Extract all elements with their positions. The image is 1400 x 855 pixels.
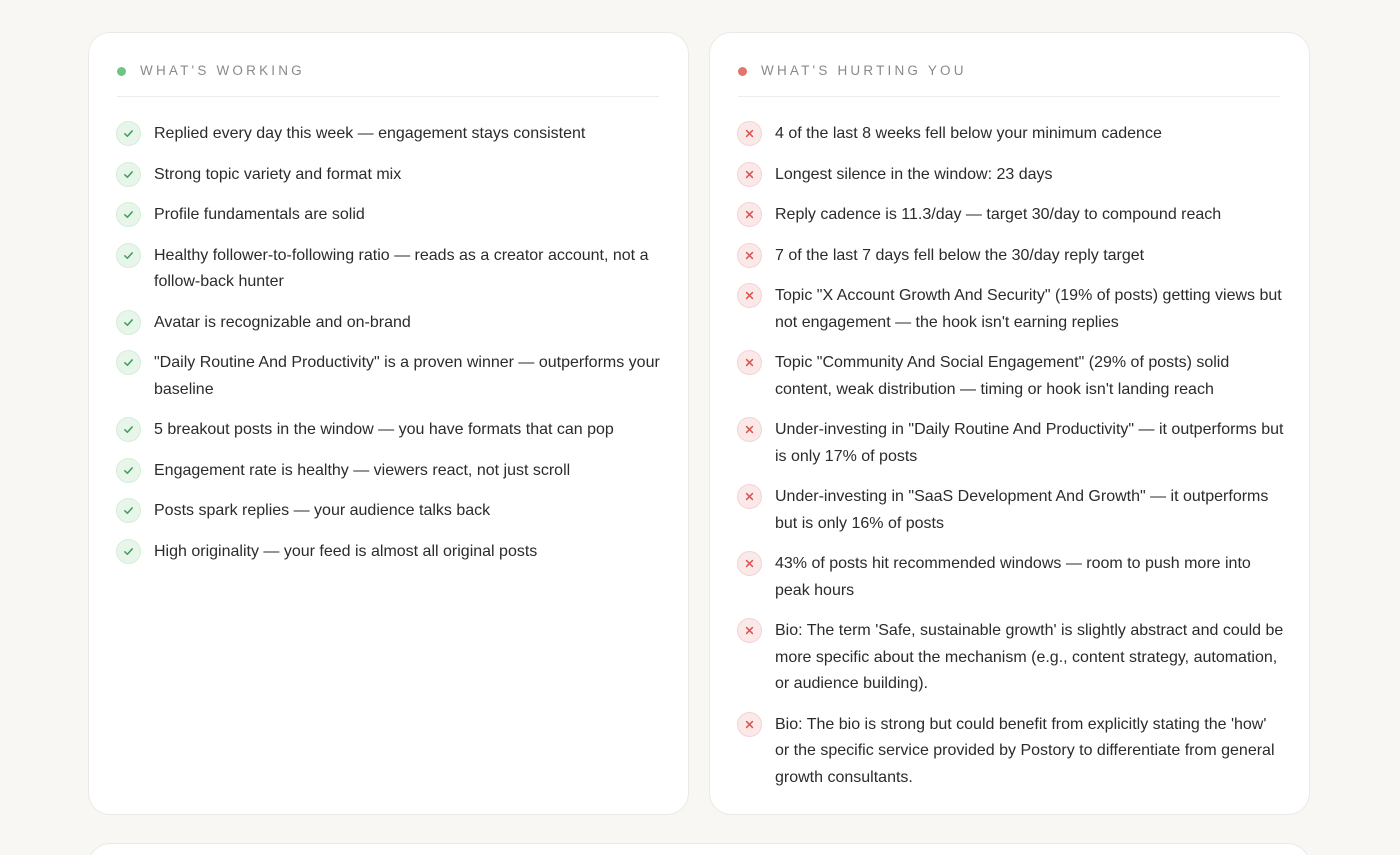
- hurting-item-text: 4 of the last 8 weeks fell below your minimum cadence: [775, 125, 1162, 142]
- x-icon: [737, 243, 762, 268]
- hurting-card: [709, 32, 1310, 815]
- working-item: [116, 417, 663, 444]
- working-item-text: Strong topic variety and format mix: [154, 165, 402, 183]
- hurting-item: [737, 202, 1284, 229]
- x-icon: [737, 551, 762, 576]
- hurting-item: [737, 350, 1284, 403]
- check-icon: [116, 202, 141, 227]
- check-icon: [116, 243, 141, 268]
- working-item-text: "Daily Routine And Productivity" is a proven winner — outperforms your baseline: [154, 354, 660, 398]
- check-icon: [116, 121, 141, 146]
- working-item-text: 5 breakout posts in the window — you have formats that can pop: [154, 421, 614, 438]
- working-item-text: Avatar is recognizable and on-brand: [154, 313, 411, 331]
- hurting-item-text: Longest silence in the window: 23 days: [775, 165, 1053, 183]
- hurting-item-text: Bio: The bio is strong but could benefit from explicitly stating the 'how' or the specific service provided by Postory to differentiate from general growth consultants.: [775, 715, 1275, 786]
- status-dot-red: [738, 67, 747, 76]
- hurting-title: WHAT'S HURTING YOU: [761, 63, 967, 78]
- hurting-item-text: 7 of the last 7 days fell below the 30/day reply target: [775, 246, 1145, 264]
- hurting-item: [737, 121, 1284, 148]
- working-item: [116, 162, 663, 189]
- hurting-item: [737, 484, 1284, 537]
- working-title: WHAT'S WORKING: [140, 63, 305, 78]
- check-icon: [116, 417, 141, 442]
- hurting-item: [737, 712, 1284, 792]
- working-item: [116, 243, 663, 296]
- check-icon: [116, 162, 141, 187]
- hurting-item-text: Under-investing in "Daily Routine And Productivity" — it outperforms but is only 17% of posts: [775, 421, 1284, 465]
- x-icon: [737, 350, 762, 375]
- check-icon: [116, 310, 141, 335]
- working-item: [116, 310, 663, 337]
- check-icon: [116, 498, 141, 523]
- hurting-item-text: Topic "X Account Growth And Security" (19% of posts) getting views but not engagement — the hook isn't earning replies: [775, 287, 1282, 331]
- working-item: [116, 121, 663, 148]
- working-list: [116, 121, 663, 579]
- working-header: [117, 60, 659, 97]
- check-icon: [116, 458, 141, 483]
- hurting-item-text: Bio: The term 'Safe, sustainable growth' is slightly abstract and could be more specific about the mechanism (e.g., content strategy, automation, or audience building).: [775, 622, 1284, 692]
- working-item: [116, 350, 663, 403]
- x-icon: [737, 417, 762, 442]
- next-card: [88, 843, 1310, 855]
- hurting-item-text: Reply cadence is 11.3/day — target 30/day to compound reach: [775, 206, 1222, 223]
- x-icon: [737, 121, 762, 146]
- hurting-item-text: 43% of posts hit recommended windows — room to push more into peak hours: [775, 555, 1251, 599]
- working-item-text: Engagement rate is healthy — viewers react, not just scroll: [154, 461, 571, 479]
- working-item-text: Posts spark replies — your audience talks back: [154, 502, 491, 519]
- x-icon: [737, 202, 762, 227]
- working-item: [116, 498, 663, 525]
- check-icon: [116, 539, 141, 564]
- working-item: [116, 458, 663, 485]
- check-icon: [116, 350, 141, 375]
- x-icon: [737, 484, 762, 509]
- hurting-item: [737, 283, 1284, 336]
- hurting-header: [738, 60, 1280, 97]
- hurting-item-text: Under-investing in "SaaS Development And Growth" — it outperforms but is only 16% of posts: [775, 488, 1269, 532]
- working-item-text: Profile fundamentals are solid: [154, 206, 365, 223]
- hurting-item: [737, 417, 1284, 470]
- x-icon: [737, 162, 762, 187]
- x-icon: [737, 618, 762, 643]
- working-card: [88, 32, 689, 815]
- x-icon: [737, 712, 762, 737]
- hurting-item: [737, 243, 1284, 270]
- hurting-item: [737, 162, 1284, 189]
- hurting-item-text: Topic "Community And Social Engagement" (29% of posts) solid content, weak distribution — timing or hook isn't landing reach: [775, 354, 1230, 398]
- working-item: [116, 539, 663, 566]
- working-item-text: Replied every day this week — engagement stays consistent: [154, 125, 586, 142]
- hurting-list: [737, 121, 1284, 805]
- x-icon: [737, 283, 762, 308]
- working-item-text: Healthy follower-to-following ratio — reads as a creator account, not a follow-back hunter: [154, 246, 649, 290]
- hurting-item: [737, 618, 1284, 698]
- status-dot-green: [117, 67, 126, 76]
- hurting-item: [737, 551, 1284, 604]
- working-item: [116, 202, 663, 229]
- working-item-text: High originality — your feed is almost all original posts: [154, 542, 538, 560]
